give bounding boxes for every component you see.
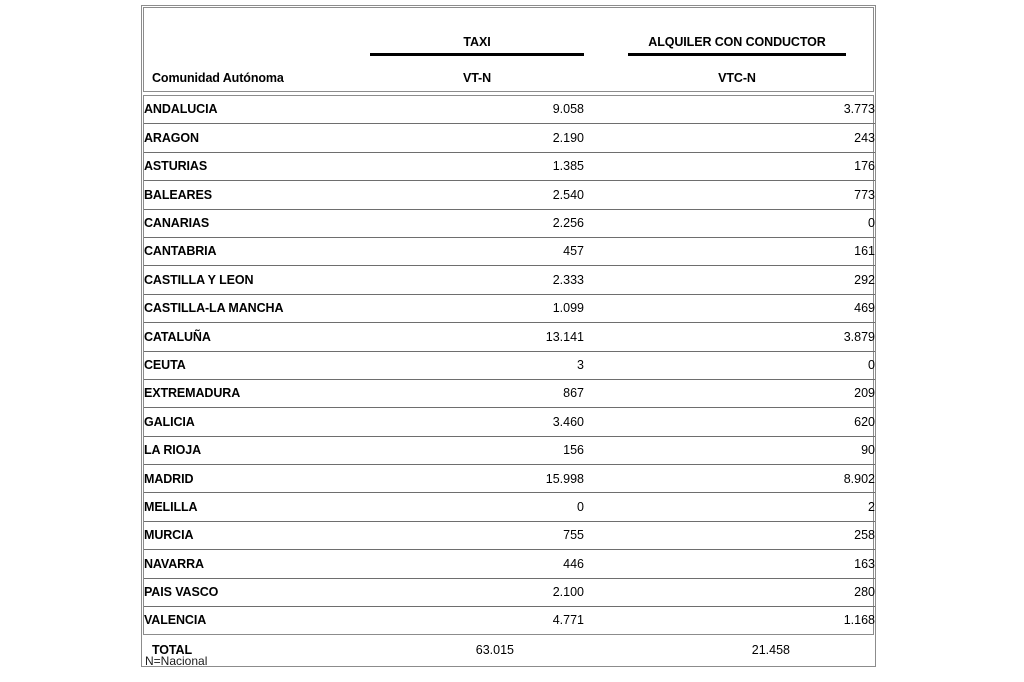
- cell-vt-n: 2.333: [362, 266, 584, 294]
- column-group-alquiler-con-conductor: ALQUILER CON CONDUCTOR: [648, 35, 826, 49]
- column-header-vt-n: VT-N: [462, 71, 492, 85]
- cell-region-name: CASTILLA Y LEON: [144, 266, 362, 294]
- cell-vtc-n: 0: [584, 209, 875, 237]
- column-header-comunidad-autonoma: Comunidad Autónoma: [152, 71, 284, 85]
- table-body-box: [143, 95, 874, 635]
- total-value-vt-n: 63.015: [475, 643, 514, 658]
- cell-vtc-n: 1.168: [843, 613, 875, 628]
- cell-vtc-n: 163: [584, 550, 875, 578]
- table-row: [144, 152, 875, 180]
- table-row: [144, 465, 875, 493]
- table-row: [144, 550, 875, 578]
- table-row: [144, 408, 875, 436]
- table-row: [144, 379, 875, 407]
- cell-vtc-n: 773: [584, 181, 875, 209]
- cell-region-name: PAIS VASCO: [144, 578, 362, 606]
- table-row: [144, 493, 875, 521]
- cell-vt-n: 156: [362, 436, 584, 464]
- table-row: [144, 436, 875, 464]
- cell-vtc-n: 620: [584, 408, 875, 436]
- table-row: [144, 237, 875, 265]
- cell-vtc-n: 469: [584, 294, 875, 322]
- cell-vtc-n: 292: [584, 266, 875, 294]
- cell-vt-n: 446: [362, 550, 584, 578]
- table-row: [144, 266, 875, 294]
- cell-vtc-n: 258: [584, 521, 875, 549]
- cell-region-name: LA RIOJA: [144, 436, 362, 464]
- cell-region-name: ANDALUCIA: [144, 96, 362, 124]
- cell-region-name: GALICIA: [144, 408, 362, 436]
- cell-vtc-n: 8.902: [584, 465, 875, 493]
- table-row: [144, 124, 875, 152]
- cell-vt-n: 2.540: [362, 181, 584, 209]
- table-row: [144, 209, 875, 237]
- table-row: [144, 578, 875, 606]
- cell-vt-n: 0: [362, 493, 584, 521]
- table-outer-frame: [141, 5, 876, 667]
- cell-vt-n: 15.998: [362, 465, 584, 493]
- cell-vtc-n: 176: [584, 152, 875, 180]
- transport-authorizations-table: [141, 5, 876, 667]
- data-table: [144, 96, 875, 634]
- cell-region-name: ASTURIAS: [144, 152, 362, 180]
- cell-vt-n: 867: [362, 379, 584, 407]
- cell-vtc-n: 0: [584, 351, 875, 379]
- cell-region-name: CASTILLA-LA MANCHA: [144, 294, 362, 322]
- cell-vtc-n: 161: [584, 237, 875, 265]
- cell-region-name: CEUTA: [144, 351, 362, 379]
- cell-vt-n: 2.100: [362, 578, 584, 606]
- cell-vtc-n: 243: [584, 124, 875, 152]
- cell-vt-n: 1.385: [362, 152, 584, 180]
- cell-vt-n: 457: [362, 237, 584, 265]
- cell-region-name: MURCIA: [144, 521, 362, 549]
- cell-region-name: NAVARRA: [144, 550, 362, 578]
- cell-vt-n: 2.190: [362, 124, 584, 152]
- cell-region-name: CANTABRIA: [144, 237, 362, 265]
- column-group-taxi: TAXI: [463, 35, 491, 49]
- cell-vtc-n: 3.773: [584, 96, 875, 124]
- table-total-row: [143, 635, 874, 665]
- cell-region-name: ARAGON: [144, 124, 362, 152]
- cell-vt-n: 4.771: [552, 613, 584, 628]
- cell-region-name: CATALUÑA: [144, 323, 362, 351]
- cell-vt-n: 755: [362, 521, 584, 549]
- cell-region-name: VALENCIA: [144, 613, 207, 628]
- cell-vt-n: 13.141: [362, 323, 584, 351]
- alquiler-group-underline: [628, 53, 846, 56]
- total-value-vtc-n: 21.458: [751, 643, 790, 658]
- table-row: [144, 181, 875, 209]
- table-row: [144, 521, 875, 549]
- cell-vt-n: 9.058: [362, 96, 584, 124]
- cell-vt-n: 3: [362, 351, 584, 379]
- cell-vtc-n: 209: [584, 379, 875, 407]
- total-label: TOTAL: [152, 643, 193, 658]
- table-footnote: N=Nacional: [145, 654, 208, 668]
- table-row: [144, 351, 875, 379]
- cell-region-name: MADRID: [144, 465, 362, 493]
- cell-vtc-n: 2: [584, 493, 875, 521]
- cell-vtc-n: 3.879: [584, 323, 875, 351]
- column-header-vtc-n: VTC-N: [718, 71, 756, 85]
- taxi-group-underline: [370, 53, 584, 56]
- cell-vt-n: 1.099: [362, 294, 584, 322]
- table-header-box: [143, 7, 874, 92]
- cell-region-name: CANARIAS: [144, 209, 362, 237]
- table-row: [144, 323, 875, 351]
- table-row: [144, 607, 875, 635]
- cell-region-name: EXTREMADURA: [144, 379, 362, 407]
- cell-vtc-n: 90: [584, 436, 875, 464]
- table-row: [144, 294, 875, 322]
- cell-vt-n: 3.460: [362, 408, 584, 436]
- table-row: [144, 96, 875, 124]
- cell-region-name: MELILLA: [144, 493, 362, 521]
- cell-vt-n: 2.256: [362, 209, 584, 237]
- cell-vtc-n: 280: [584, 578, 875, 606]
- cell-region-name: BALEARES: [144, 181, 362, 209]
